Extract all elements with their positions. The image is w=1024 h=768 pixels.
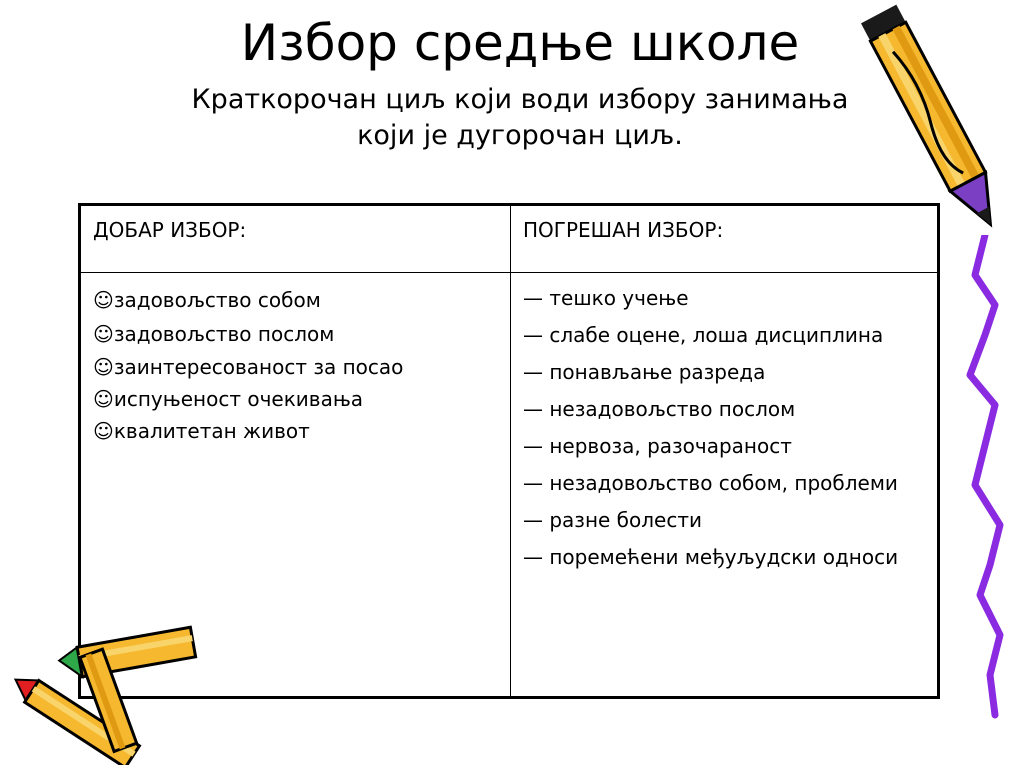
bad-choice-item: — поремећени међуљудски односи	[523, 545, 899, 569]
bad-choice-item: — незадовољство собом, проблеми	[523, 471, 898, 495]
good-choice-item: ☺заинтересованост за посао	[93, 355, 404, 379]
bad-choice-list	[511, 273, 937, 696]
squiggle-line-icon	[955, 235, 1024, 720]
bad-choice-header: ПОГРЕШАН ИЗБОР:	[511, 206, 937, 273]
pencil-clipart-icon	[0, 615, 210, 765]
subtitle-line-1: Краткорочан циљ који води избору занимања	[191, 84, 849, 115]
bad-choice-item: — разне болести	[523, 508, 702, 532]
subtitle-line-2: који је дугорочан циљ.	[357, 120, 683, 151]
slide-title: Избор средње школе	[240, 14, 800, 72]
bad-choice-item: — нервоза, разочараност	[523, 434, 792, 458]
good-choice-item: ☺квалитетан живот	[93, 419, 310, 443]
good-choice-header: ДОБАР ИЗБОР:	[81, 206, 511, 273]
bad-choice-item: — понављање разреда	[523, 360, 766, 384]
good-choice-item: ☺задовољство собом	[93, 288, 321, 312]
pencil-clipart-icon	[860, 0, 1010, 240]
good-choice-item: ☺задовољство послом	[93, 322, 335, 346]
bad-choice-item: — тешко учење	[523, 286, 689, 310]
bad-choice-item: — слабе оцене, лоша дисциплина	[523, 323, 884, 347]
bad-choice-item: — незадовољство послом	[523, 397, 796, 421]
slide-subtitle	[130, 82, 910, 154]
good-choice-item: ☺испуњеност очекивања	[93, 387, 364, 411]
